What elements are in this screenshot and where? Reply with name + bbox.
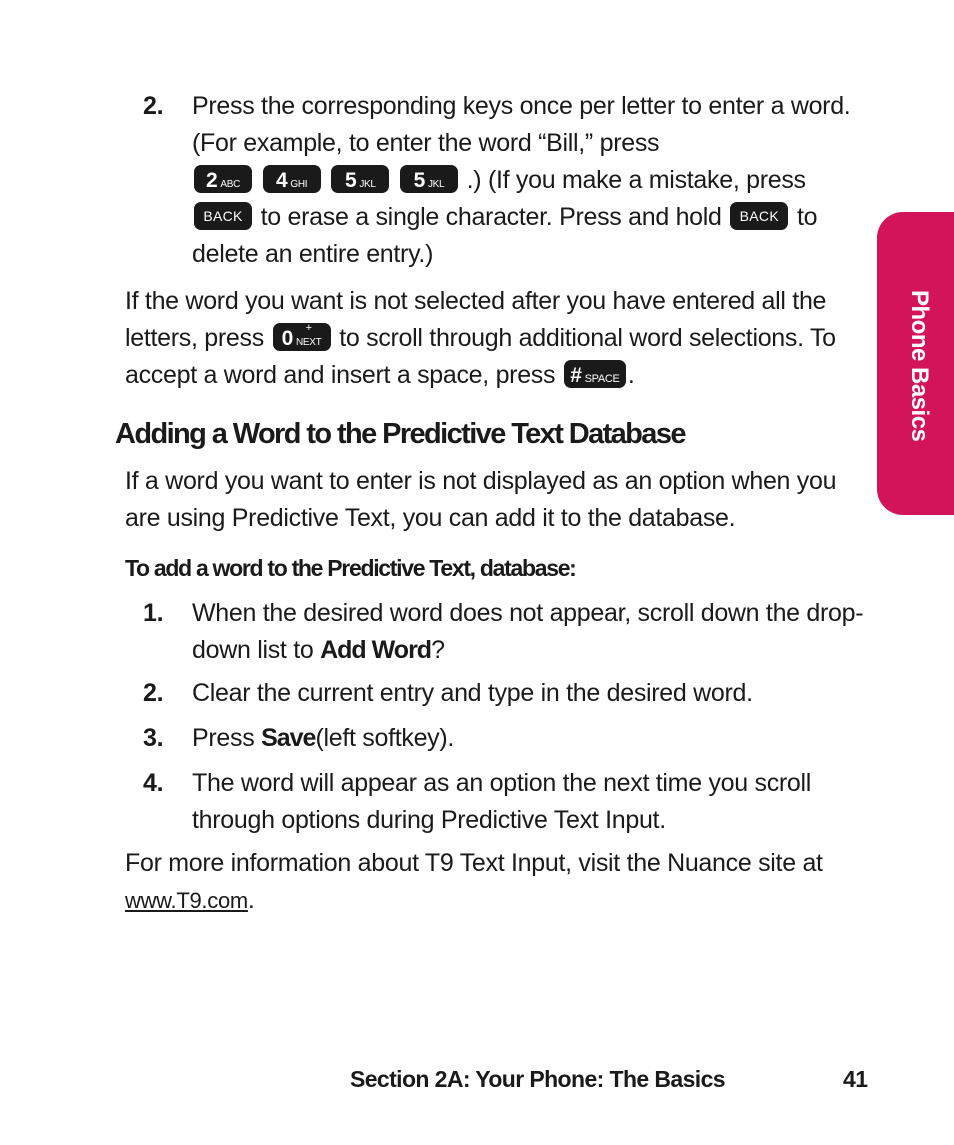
- step-number: 2.: [143, 679, 164, 707]
- key-5-jkl-icon: 5 JKL: [331, 165, 389, 193]
- step-text: to erase a single character. Press and hold: [260, 203, 722, 231]
- step-text: The word will appear as an option the next time you scroll through options during Predictive Text Input.: [192, 769, 812, 834]
- paragraph-intro: If a word you want to enter is not displayed as an option when you are using Predictive Text, you can add it to the database.: [125, 467, 837, 532]
- page-number: 41: [843, 1066, 868, 1092]
- save-softkey-label: Save: [261, 724, 316, 752]
- step-item: [125, 765, 870, 839]
- key-2-abc-icon: 2 ABC: [194, 165, 252, 193]
- step-item: [125, 595, 870, 669]
- paragraph-more-info: [125, 845, 870, 919]
- zero-next-key-icon: + 0 NEXT: [273, 323, 331, 351]
- step-number: 1.: [143, 599, 164, 627]
- step-text: ?: [431, 636, 445, 664]
- back-key-icon: BACK: [194, 202, 252, 230]
- step-number: 3.: [143, 724, 164, 752]
- step-item: [125, 720, 870, 757]
- key-5-jkl-icon: 5 JKL: [400, 165, 458, 193]
- step-number: 4.: [143, 769, 164, 797]
- paragraph-text: If the word you want is not selected after you have entered all the letters, press: [125, 287, 827, 352]
- step-text: When the desired word does not appear, scroll down the drop-down list to: [192, 599, 864, 664]
- step-text: Clear the current entry and type in the desired word.: [192, 679, 753, 707]
- step-text: Press: [192, 724, 262, 752]
- step-2-enter-word: [125, 88, 870, 273]
- paragraph-text: .: [627, 361, 635, 389]
- add-word-option: Add Word: [320, 636, 432, 664]
- paragraph-text: .: [247, 886, 255, 914]
- t9-website-link[interactable]: www.T9.com: [125, 888, 248, 913]
- step-item: [125, 675, 870, 712]
- step-number: 2.: [143, 92, 164, 120]
- back-key-icon: BACK: [730, 202, 788, 230]
- side-tab-label: Phone Basics: [906, 290, 933, 442]
- step-text: (left softkey).: [315, 724, 455, 752]
- procedure-heading: To add a word to the Predictive Text, database:: [125, 555, 576, 581]
- space-key-icon: # SPACE: [564, 360, 626, 388]
- footer-section-title: Section 2A: Your Phone: The Basics: [350, 1066, 725, 1092]
- key-4-ghi-icon: 4 GHI: [263, 165, 321, 193]
- section-heading: Adding a Word to the Predictive Text Database: [115, 418, 685, 450]
- step-text: .) (If you make a mistake, press: [466, 166, 806, 194]
- step-text: to delete an entire entry.): [192, 203, 818, 268]
- paragraph-next-selection: [125, 283, 870, 394]
- paragraph-text: to scroll through additional word selections. To accept a word and insert a space, press: [125, 324, 836, 389]
- step-text: Press the corresponding keys once per letter to enter a word. (For example, to enter the word “Bill,” press: [192, 92, 851, 157]
- paragraph-text: For more information about T9 Text Input, visit the Nuance site at: [125, 849, 823, 877]
